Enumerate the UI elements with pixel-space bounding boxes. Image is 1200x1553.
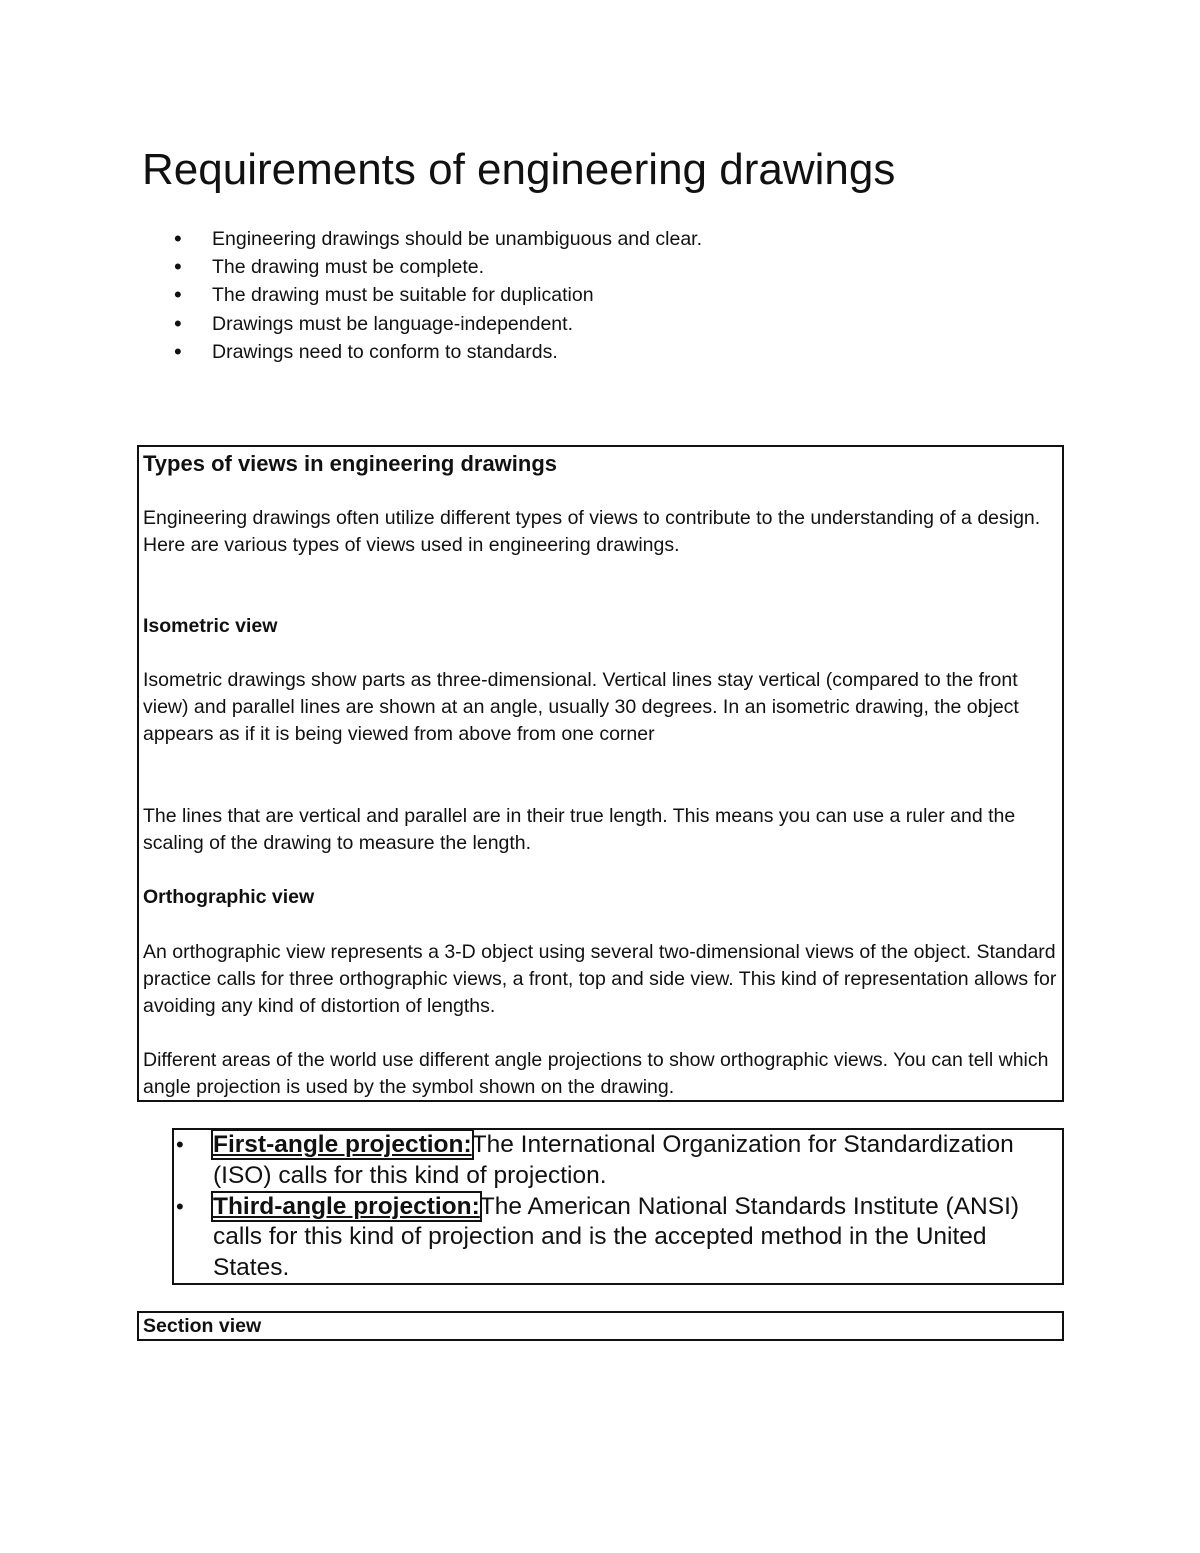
orthographic-paragraph-2: Different areas of the world use different angle projections to show orthographic views. You can tell which angle projection is used by the symbol shown on the drawing.: [143, 1049, 1049, 1098]
section-view-box: [137, 1311, 1064, 1341]
list-item: • The drawing must be suitable for duplication: [174, 281, 702, 309]
projection-term: First-angle projection:: [213, 1131, 472, 1158]
list-item: • The drawing must be complete.: [174, 253, 702, 281]
projection-text: The International Organization for Standardization (ISO) calls for this kind of projection.: [213, 1131, 1014, 1189]
isometric-paragraph-2: The lines that are vertical and parallel are in their true length. This means you can use a ruler and the scaling of the drawing to measure the length.: [143, 805, 1016, 854]
list-item: • Drawings need to conform to standards.: [174, 338, 702, 366]
list-item: [174, 1192, 1053, 1284]
isometric-paragraph-1: Isometric drawings show parts as three-dimensional. Vertical lines stay vertical (compared to the front view) and parallel lines are shown at an angle, usually 30 degrees. In an isometric drawing, the object appears as if it is being viewed from above from one corner: [143, 669, 1019, 745]
section-view-heading: Section view: [143, 1315, 262, 1337]
projections-list: [174, 1130, 1053, 1284]
list-item: [174, 1130, 1053, 1192]
views-heading: Types of views in engineering drawings: [143, 451, 558, 476]
requirements-list: [174, 225, 702, 366]
page-title: Requirements of engineering drawings: [142, 145, 896, 194]
views-section-box: [137, 445, 1064, 1102]
projections-box: [172, 1128, 1064, 1285]
projection-text: The American National Standards Institute (ANSI) calls for this kind of projection and is the accepted method in the United States.: [213, 1192, 1020, 1282]
isometric-heading: Isometric view: [143, 615, 278, 637]
orthographic-heading: Orthographic view: [143, 886, 315, 908]
projection-term: Third-angle projection:: [213, 1192, 480, 1220]
orthographic-paragraph-1: An orthographic view represents a 3-D object using several two-dimensional views of the object. Standard practice calls for three orthographic views, a front, top and side view. This kind of representation allows for avoiding any kind of distortion of lengths.: [143, 941, 1057, 1017]
views-intro: Engineering drawings often utilize different types of views to contribute to the understanding of a design. Here are various types of views used in engineering drawings.: [143, 507, 1041, 556]
list-item: • Engineering drawings should be unambiguous and clear.: [174, 225, 702, 253]
list-item: • Drawings must be language-independent.: [174, 310, 702, 338]
